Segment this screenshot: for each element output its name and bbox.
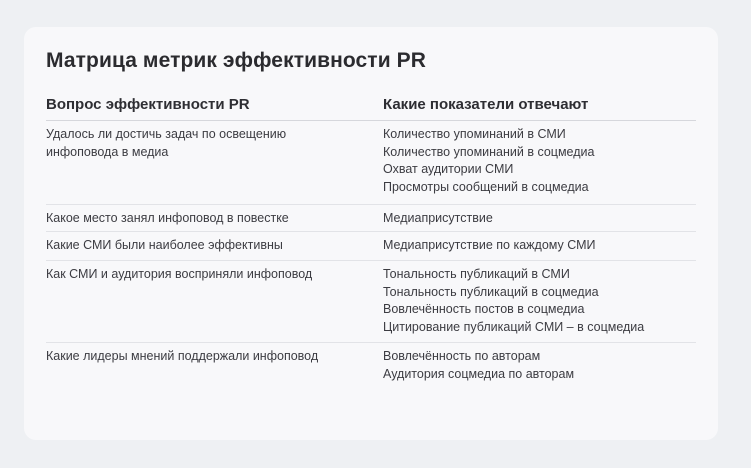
table-header xyxy=(46,93,696,121)
question-text: инфоповода в медиа xyxy=(46,144,169,159)
table-row xyxy=(46,121,696,205)
table-row xyxy=(46,232,696,261)
question-cell xyxy=(46,348,383,393)
metric-item: Вовлечённость по авторам xyxy=(383,349,541,363)
question-text: Как СМИ и аудитория восприняли инфоповод xyxy=(46,267,313,281)
metric-item: Просмотры сообщений в соцмедиа xyxy=(383,179,589,194)
question-cell xyxy=(46,210,383,231)
metric-item: Тональность публикаций в соцмедиа xyxy=(383,284,599,299)
page-title: Матрица метрик эффективности PR xyxy=(46,49,427,72)
table-row xyxy=(46,205,696,232)
answer-cell xyxy=(383,348,696,393)
column-header-answer: Какие показатели отвечают xyxy=(383,96,589,113)
metric-item: Тональность публикаций в СМИ xyxy=(383,267,570,281)
metric-item: Медиаприсутствие xyxy=(383,211,493,225)
answer-cell xyxy=(383,237,696,260)
metric-item: Цитирование публикаций СМИ – в соцмедиа xyxy=(383,319,645,334)
question-text: Удалось ли достичь задач по освещению xyxy=(46,127,287,141)
question-text: Какое место занял инфоповод в повестке xyxy=(46,211,289,225)
metric-item: Количество упоминаний в соцмедиа xyxy=(383,144,595,159)
question-cell xyxy=(46,266,383,342)
question-text: Какие СМИ были наиболее эффективны xyxy=(46,238,283,252)
question-cell xyxy=(46,237,383,260)
answer-cell xyxy=(383,210,696,231)
column-header-question: Вопрос эффективности PR xyxy=(46,96,250,113)
metric-item: Медиаприсутствие по каждому СМИ xyxy=(383,238,596,252)
metrics-table xyxy=(46,93,696,393)
answer-cell xyxy=(383,266,696,342)
table-row xyxy=(46,261,696,343)
metric-item: Охват аудитории СМИ xyxy=(383,162,514,176)
metric-item: Количество упоминаний в СМИ xyxy=(383,127,566,141)
table-row xyxy=(46,343,696,393)
metric-item: Аудитория соцмедиа по авторам xyxy=(383,366,575,381)
metric-item: Вовлечённость постов в соцмедиа xyxy=(383,302,585,316)
answer-cell xyxy=(383,126,696,204)
question-text: Какие лидеры мнений поддержали инфоповод xyxy=(46,349,319,363)
metrics-card xyxy=(24,27,718,440)
question-cell xyxy=(46,126,383,204)
